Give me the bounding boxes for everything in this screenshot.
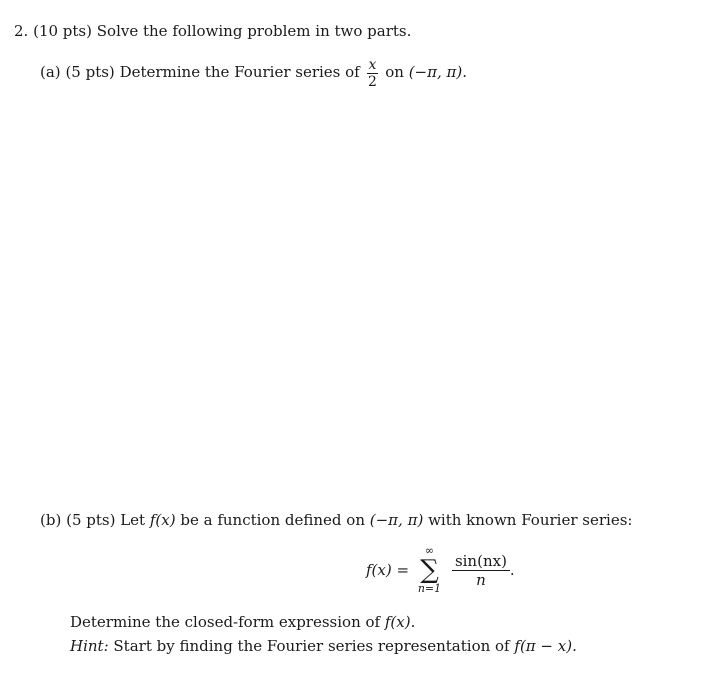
part-a	[40, 56, 467, 90]
instruction-text: Determine the closed-form expression of	[70, 613, 381, 631]
part-b-let: Let	[120, 511, 146, 529]
sigma-symbol: ∑	[420, 555, 439, 585]
fraction-numerator: x	[368, 56, 377, 73]
hint-line	[70, 637, 577, 655]
part-b-defined: be a function defined on	[180, 511, 365, 529]
problem-header	[14, 22, 411, 40]
summation	[418, 545, 441, 595]
part-a-interval: (−π, π).	[408, 63, 467, 81]
part-b-function: f(x)	[149, 511, 176, 529]
sin-numerator: sin(nx)	[452, 552, 510, 571]
sin-nx-over-n	[452, 552, 510, 589]
part-a-on: on	[385, 63, 404, 81]
part-a-text: Determine the Fourier series of	[119, 63, 360, 81]
equation-lhs: f(x) =	[366, 561, 410, 579]
part-b-known: with known Fourier series:	[428, 511, 633, 529]
n-denominator: n	[476, 570, 486, 589]
x-over-2-fraction	[367, 57, 379, 90]
part-a-label: (a)	[40, 63, 61, 81]
instruction-line	[70, 613, 415, 631]
part-b-points: (5 pts)	[66, 511, 116, 529]
fourier-series-equation	[366, 545, 515, 595]
part-b-label: (b)	[40, 511, 62, 529]
instruction-expr: f(x).	[384, 613, 416, 631]
hint-text: Start by finding the Fourier series representation of	[113, 637, 510, 655]
sum-upper-limit: ∞	[424, 544, 435, 557]
sum-lower-limit: n=1	[417, 582, 442, 595]
hint-expr: f(π − x).	[514, 637, 577, 655]
problem-points: (10 pts)	[33, 22, 92, 40]
problem-intro: Solve the following problem in two parts.	[96, 22, 412, 40]
part-a-points: (5 pts)	[65, 63, 115, 81]
fraction-denominator: 2	[368, 73, 377, 90]
part-b-interval: (−π, π)	[369, 511, 424, 529]
hint-label: Hint:	[70, 637, 109, 655]
equation-period: .	[509, 561, 515, 579]
part-b	[40, 511, 632, 529]
problem-number: 2.	[14, 22, 29, 40]
